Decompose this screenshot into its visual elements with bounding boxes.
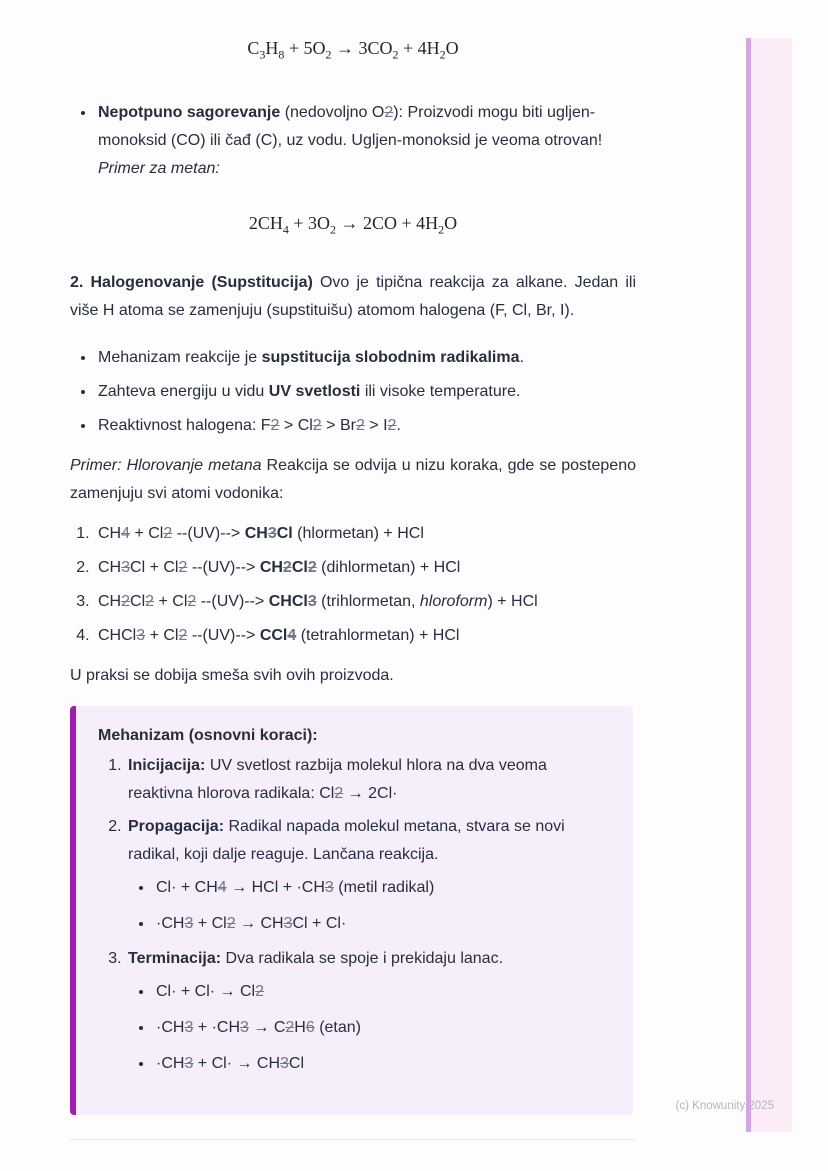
- example-for-methane-label: Primer za metan:: [98, 160, 220, 177]
- equation-propane-combustion: $C_3H_8 + 5O_2 \to 3CO_2 + 4H_2O$: [247, 38, 459, 62]
- callout-step-termination: [126, 945, 609, 1078]
- propagation-reaction-1: • Cl· + CH4 → HCl + ·CH3 (metil radikal): [154, 873, 609, 902]
- chlorination-example-paragraph: Primer: Hlorovanje metana Reakcija se odvija u nizu koraka, gde se postepeno zamenjuju svi atomi vodonika:: [70, 457, 636, 502]
- document-content: [70, 0, 636, 1140]
- bullet-uv-energy: • Zahteva energiju u vidu UV svetlosti ili visoke temperature.: [96, 377, 636, 406]
- chlorination-step-4: 4. CHCl3 + Cl2 --(UV)--> CCl4 (tetrahlormetan) + HCl: [94, 622, 636, 650]
- termination-reaction-1: • Cl· + Cl· → Cl2: [154, 977, 609, 1006]
- bullet-incomplete-combustion-text: Nepotpuno sagorevanje (nedovoljno O2): Proizvodi mogu biti ugljen-monoksid (CO) ili čađ (C), uz vodu. Ugljen-monoksid je veoma otrovan!: [98, 104, 603, 149]
- chlorination-step-2: 2. CH3Cl + Cl2 --(UV)--> CH2Cl2 (dihlormetan) + HCl: [94, 554, 636, 582]
- incomplete-combustion-list: [70, 98, 636, 183]
- halogenation-heading-paragraph: 2. Halogenovanje (Supstitucija) Ovo je tipična reakcija za alkane. Jedan ili više H atoma se zamenjuju (supstituišu) atomom halogena (F, Cl, Br, I).: [70, 274, 637, 319]
- copyright-footer: (c) Knowunity 2025: [675, 1100, 774, 1112]
- chlorination-step-1: 1. CH4 + Cl2 --(UV)--> CH3Cl (hlormetan) + HCl: [94, 520, 636, 548]
- termination-reactions-list: [128, 977, 609, 1078]
- propagation-text: Propagacija: Radikal napada molekul metana, stvara se novi radikal, koji dalje reaguje. Lančana reakcija.: [128, 818, 565, 863]
- mechanism-steps-list: [98, 752, 609, 1078]
- mixture-note: U praksi se dobija smeša svih ovih proizvoda.: [70, 667, 394, 684]
- termination-reaction-2: • ·CH3 + ·CH3 → C2H6 (etan): [154, 1013, 609, 1042]
- page-edge-strip: [751, 38, 792, 1132]
- propagation-reaction-2: • ·CH3 + Cl2 → CH3Cl + Cl·: [154, 909, 609, 938]
- callout-step-propagation: [126, 813, 609, 938]
- bullet-radical-substitution: • Mehanizam reakcije je supstitucija slobodnim radikalima.: [96, 343, 636, 372]
- chlorination-steps-list: [70, 520, 636, 650]
- halogenation-bullet-list: [70, 343, 636, 440]
- bullet-incomplete-combustion: [96, 98, 636, 183]
- mechanism-callout-box: [70, 706, 633, 1115]
- bullet-halogen-reactivity: • Reaktivnost halogena: F2 > Cl2 > Br2 > I2.: [96, 411, 636, 440]
- footer-divider: [70, 1139, 636, 1140]
- callout-title: Mehanizam (osnovni koraci):: [98, 727, 318, 744]
- propagation-reactions-list: [128, 873, 609, 938]
- termination-text: Terminacija: Dva radikala se spoje i prekidaju lanac.: [128, 950, 504, 967]
- equation-methane-incomplete-combustion: $2CH_4 + 3O_2 \to 2CO + 4H_2O$: [248, 213, 458, 237]
- initiation-text: Inicijacija: UV svetlost razbija molekul hlora na dva veoma reaktivna hlorova radikala: Cl2 → 2Cl·: [128, 757, 547, 802]
- termination-reaction-3: • ·CH3 + Cl· → CH3Cl: [154, 1049, 609, 1078]
- callout-step-initiation: [126, 752, 609, 808]
- chlorination-step-3: 3. CH2Cl2 + Cl2 --(UV)--> CHCl3 (trihlormetan, hloroform) + HCl: [94, 588, 636, 616]
